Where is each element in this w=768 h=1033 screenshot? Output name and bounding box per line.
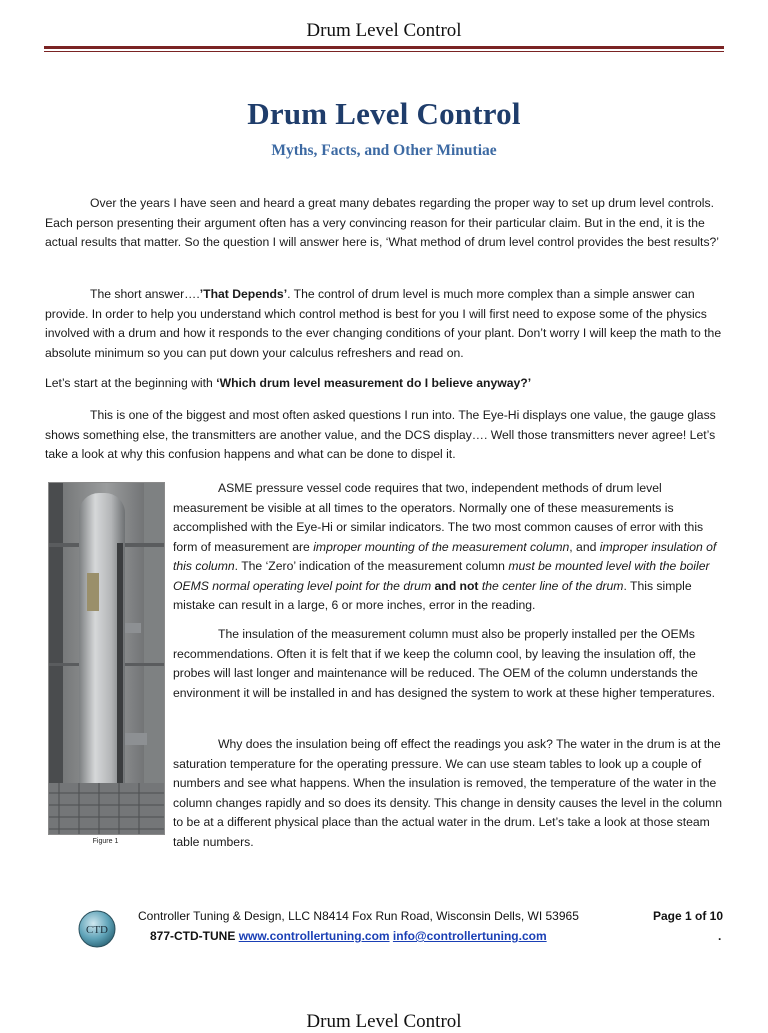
asme-bold-not: and not	[431, 578, 479, 593]
short-answer-bold: ’That Depends’	[199, 287, 288, 301]
asme-text-3: . The ‘Zero’ indication of the measurement column	[234, 559, 509, 573]
asme-text-1: ASME pressure vessel code requires that two, independent methods of drum level measurement be visible at all times to the operators. Normally one of these measurements is accomplished with the Eye-Hi or similar indicators. The two most common causes of error with this form of measurement are	[173, 481, 704, 554]
paragraph-confusion	[45, 406, 723, 465]
asme-italic-4: the center line of the drum	[478, 578, 624, 593]
asme-italic-1: improper mounting of the measurement column	[313, 539, 570, 554]
paragraph-intro-text: Over the years I have seen and heard a great many debates regarding the proper way to set up drum level controls. Each person presenting their argument often has a very convincing reason for their particular claim. But in the end, it is the actual results that matter. So the question I will answer here is, ‘What method of drum level control provides the best results?’	[45, 196, 720, 249]
running-header: Drum Level Control	[306, 20, 462, 41]
figure-1-photo	[48, 482, 165, 835]
footer-company-address: Controller Tuning & Design, LLC N8414 Fox Run Road, Wisconsin Dells, WI 53965	[138, 909, 579, 923]
confusion-text: This is one of the biggest and most often asked questions I run into. The Eye-Hi displays one value, the gauge glass shows something else, the transmitters are another value, and the DCS display…. Well those transmitters never agree! Let’s take a look at why this confusion happens and what can be done to dispel it.	[45, 408, 716, 461]
why-insulation-text: Why does the insulation being off effect the readings you ask? The water in the drum is at the saturation temperature for the operating pressure. We can use steam tables to look up a couple of numbers and see what happens. When the insulation is removed, the temperature of the water in the column changes rapidly and so does its density. This change in density causes the level in the column to be at a different physical place than the actual water in the drum. Let’s take a look at those steam table numbers.	[173, 737, 722, 849]
footer-contact	[150, 929, 547, 943]
insulation-text: The insulation of the measurement column must also be properly installed per the OEMs recommendations. Often it is felt that if we keep the column cool, by leaving the insulation off, the probes will last longer and maintenance will be reduced. The OEM of the column understands the environment it will be installed in and has designed the system to work at these higher temperatures.	[173, 627, 715, 700]
paragraph-why-insulation	[173, 735, 725, 852]
asme-text-4: . This simple mistake can result in a large, 6 or more inches, error in the reading.	[173, 578, 692, 612]
start-lead: Let’s start at the beginning with	[45, 376, 217, 390]
paragraph-asme	[173, 479, 725, 616]
header-rule-thin	[44, 51, 724, 52]
email-link[interactable]: info@controllertuning.com	[392, 929, 547, 943]
company-logo	[78, 910, 116, 948]
document-subtitle: Myths, Facts, and Other Minutiae	[271, 142, 497, 159]
paragraph-intro	[45, 194, 723, 253]
next-page-header: Drum Level Control	[306, 1011, 462, 1032]
asme-italic-2: improper insulation of this column	[173, 539, 717, 573]
page-number: Page 1 of 10	[653, 909, 724, 923]
logo-text: CTD	[86, 924, 108, 936]
document-title: Drum Level Control	[247, 96, 521, 131]
measurement-column-photo	[49, 483, 164, 834]
footer-dot: .	[718, 929, 722, 943]
website-link[interactable]: www.controllertuning.com	[238, 929, 390, 943]
header-rule-thick	[44, 46, 724, 49]
footer-phone: 877-CTD-TUNE	[150, 929, 236, 943]
short-answer-lead: The short answer….	[90, 287, 200, 301]
short-answer-rest: . The control of drum level is much more complex than a simple answer can provide. In order to help you understand which control method is best for you I will first need to expose some of the physics involved with a drum and how it responds to the ever changing conditions of your plant. Don’t worry I will keep the math to the absolute minimum so you can put down your calculus refreshers and read on.	[45, 287, 722, 360]
asme-text-2: , and	[569, 539, 600, 554]
start-question: ‘Which drum level measurement do I believe anyway?’	[216, 376, 532, 390]
paragraph-short-answer	[45, 285, 723, 363]
paragraph-insulation	[173, 625, 725, 703]
figure-caption: Figure 1	[92, 838, 119, 845]
asme-italic-3: must be mounted level with the boiler OEMS normal operating level point for the drum	[173, 559, 710, 593]
paragraph-start	[45, 374, 723, 394]
